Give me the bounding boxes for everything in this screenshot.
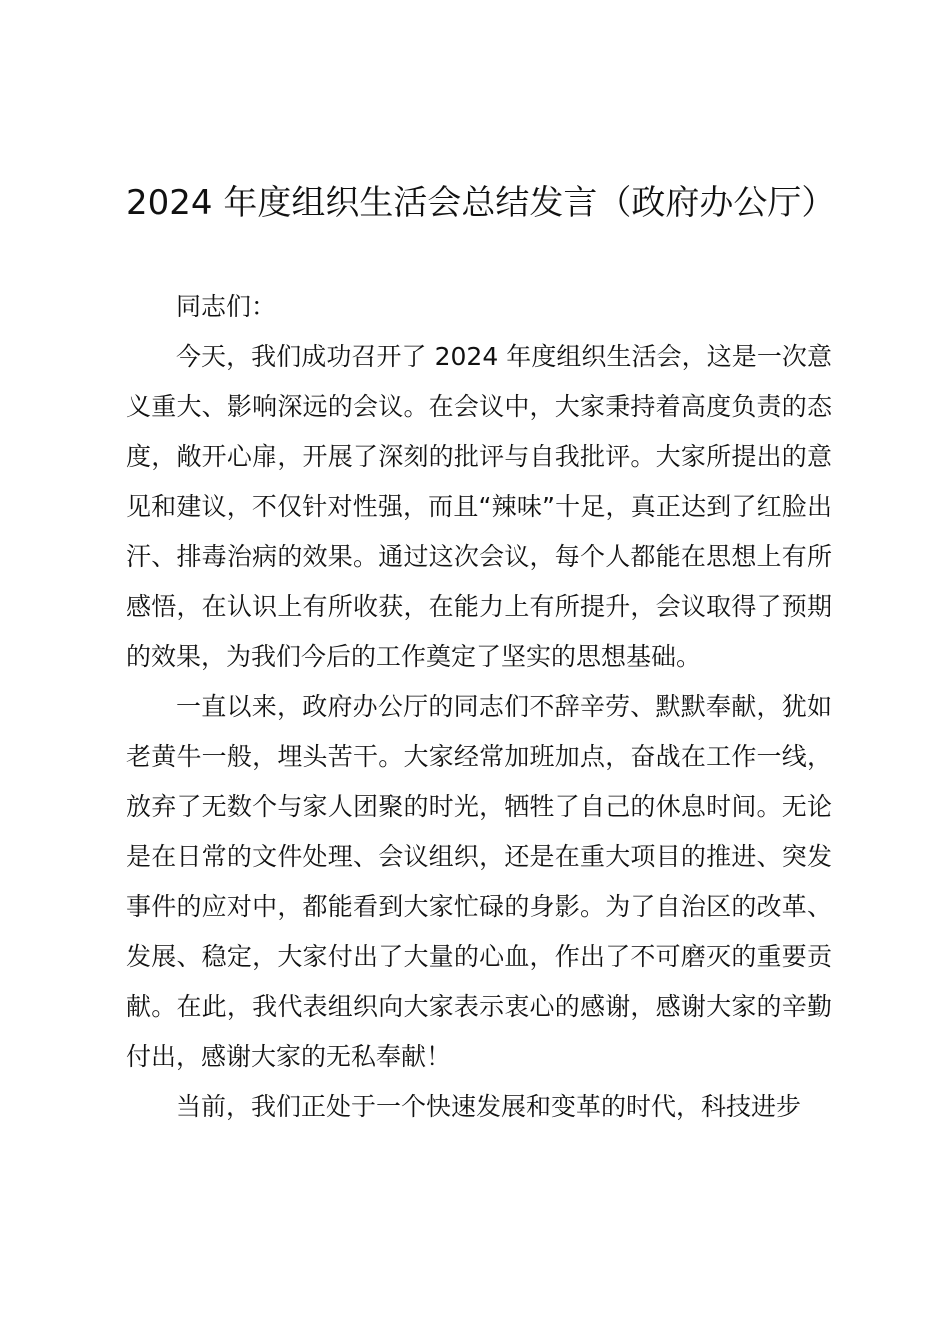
paragraph-3: 当前，我们正处于一个快速发展和变革的时代，科技进步 <box>176 1092 802 1121</box>
salutation: 同志们： <box>176 292 277 321</box>
paragraph-2: 一直以来，政府办公厅的同志们不辞辛劳、默默奉献，犹如老黄牛一般，埋头苦干。大家经常加班加点，奋战在工作一线，放弃了无数个与家人团聚的时光，牺牲了自己的休息时间。无论是在日常的文件处理、会议组织，还是在重大项目的推进、突发事件的应对中，都能看到大家忙碌的身影。为了自治区的改革、发展、稳定，大家付出了大量的心血，作出了不可磨灭的重要贡献。在此，我代表组织向大家表示衷心的感谢，感谢大家的辛勤付出，感谢大家的无私奉献！ <box>126 692 832 1071</box>
paragraph-1: 今天，我们成功召开了 2024 年度组织生活会，这是一次意义重大、影响深远的会议。在会议中，大家秉持着高度负责的态度，敞开心扉，开展了深刻的批评与自我批评。大家所提出的意见和建议，不仅针对性强，而且“辣味”十足，真正达到了红脸出汗、排毒治病的效果。通过这次会议，每个人都能在思想上有所感悟，在认识上有所收获，在能力上有所提升，会议取得了预期的效果，为我们今后的工作奠定了坚实的思想基础。 <box>126 342 832 671</box>
document-title: 2024 年度组织生活会总结发言（政府办公厅） <box>126 183 836 223</box>
document-body <box>126 282 832 1132</box>
